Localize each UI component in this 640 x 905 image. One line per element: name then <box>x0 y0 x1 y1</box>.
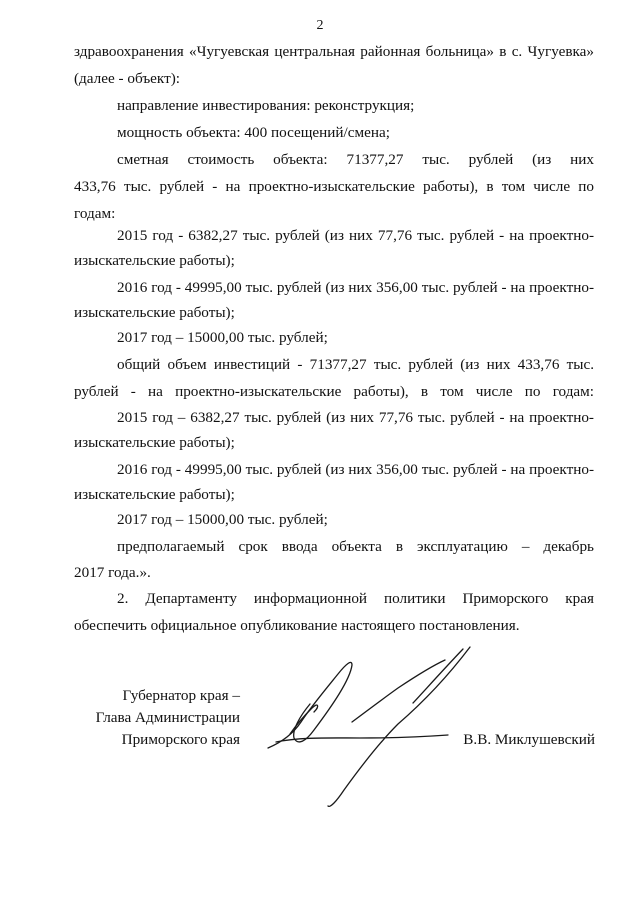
text-line: здравоохранения «Чугуевская центральная районная больница» в с. Чугуевка» <box>74 43 594 60</box>
text-line: 2017 год – 15000,00 тыс. рублей; <box>117 511 328 528</box>
text-line: изыскательские работы); <box>74 486 235 503</box>
text-line: 2017 года.». <box>74 564 151 581</box>
text-line: мощность объекта: 400 посещений/смена; <box>117 124 390 141</box>
text-line: обеспечить официальное опубликование настоящего постановления. <box>74 617 520 634</box>
text-line: изыскательские работы); <box>74 252 235 269</box>
page-number: 2 <box>316 18 324 33</box>
text-line: 2015 год - 6382,27 тыс. рублей (из них 77,76 тыс. рублей - на проектно- <box>117 227 594 244</box>
signatory-title-line: Губернатор края – <box>122 687 240 704</box>
text-line: направление инвестирования: реконструкция; <box>117 97 415 114</box>
text-line: изыскательские работы); <box>74 434 235 451</box>
text-line: 433,76 тыс. рублей - на проектно-изыскательские работы), в том числе по <box>74 178 594 195</box>
text-line: 2. Департаменту информационной политики Приморского края <box>117 590 594 607</box>
text-line: предполагаемый срок ввода объекта в эксплуатацию – декабрь <box>117 538 594 555</box>
text-line: общий объем инвестиций - 71377,27 тыс. рублей (из них 433,76 тыс. <box>117 356 594 373</box>
text-line: годам: <box>74 205 116 222</box>
text-line: рублей - на проектно-изыскательские работы), в том числе по годам: <box>74 383 594 400</box>
signatory-title-line: Приморского края <box>121 731 240 748</box>
signatory-title-line: Глава Администрации <box>95 709 240 726</box>
text-line: 2015 год – 6382,27 тыс. рублей (из них 77,76 тыс. рублей - на проектно- <box>117 409 594 426</box>
text-line: 2016 год - 49995,00 тыс. рублей (из них 356,00 тыс. рублей - на проектно- <box>117 279 594 296</box>
text-line: изыскательские работы); <box>74 304 235 321</box>
text-line: 2016 год - 49995,00 тыс. рублей (из них 356,00 тыс. рублей - на проектно- <box>117 461 594 478</box>
text-line: сметная стоимость объекта: 71377,27 тыс. рублей (из них <box>117 151 594 168</box>
text-line: 2017 год – 15000,00 тыс. рублей; <box>117 329 328 346</box>
text-line: (далее - объект): <box>74 70 181 87</box>
signatory-name: В.В. Миклушевский <box>463 731 595 748</box>
